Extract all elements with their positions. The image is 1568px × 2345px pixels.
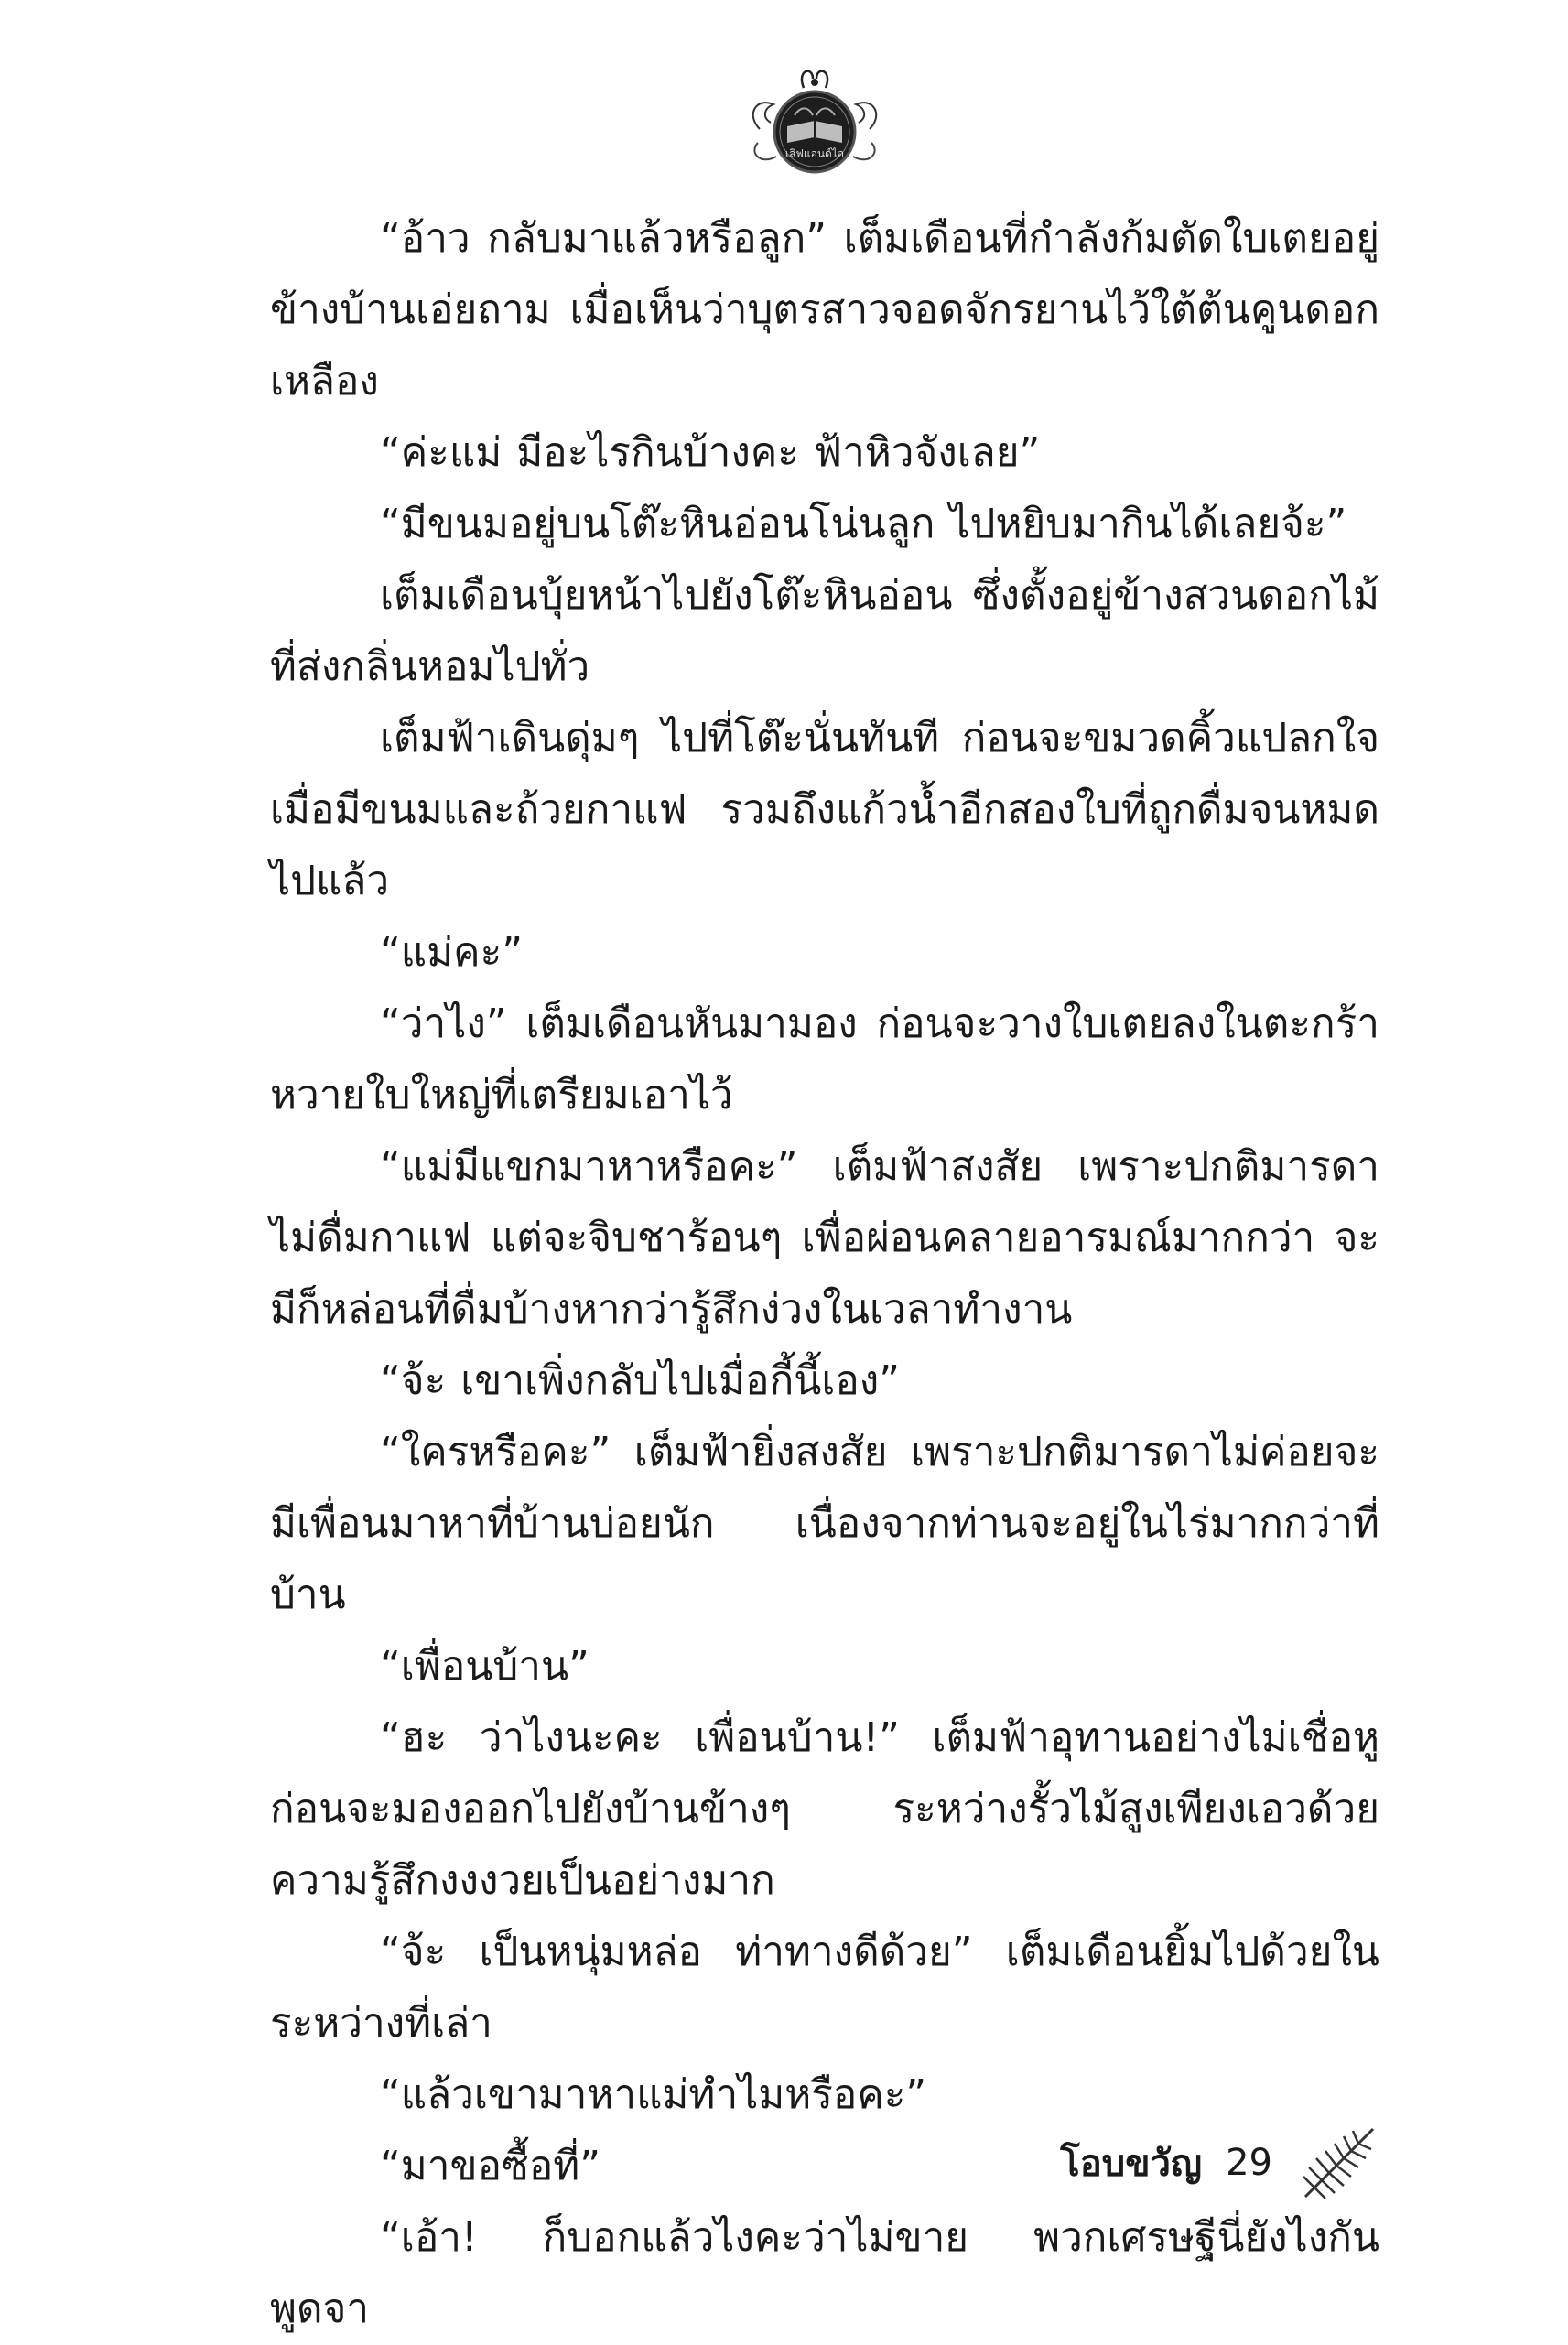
fern-leaf-icon	[1296, 2122, 1380, 2204]
story-body	[270, 203, 1379, 2345]
paragraph: “จ้ะ เขาเพิ่งกลับไปเมื่อกี้นี้เอง”	[380, 1357, 901, 1404]
paragraph: เต็มเดือนบุ้ยหน้าไปยังโต๊ะหินอ่อน ซึ่งตั้งอยู่ข้างสวนดอกไม้ที่ส่งกลิ่นหอมไปทั่ว	[270, 572, 1379, 690]
book-title: โอบขวัญ	[1060, 2143, 1203, 2185]
paragraph: “เพื่อนบ้าน”	[380, 1643, 589, 1690]
page-footer	[1060, 2122, 1380, 2204]
paragraph: “แม่มีแขกมาหาหรือคะ” เต็มฟ้าสงสัย เพราะปกติมารดาไม่ดื่มกาแฟ แต่จะจิบชาร้อนๆ เพื่อผ่อนคลายอารมณ์มากกว่า จะมีก็หล่อนที่ดื่มบ้างหากว่ารู้สึกง่วงในเวลาทำงาน	[270, 1143, 1379, 1333]
paragraph: “ใครหรือคะ” เต็มฟ้ายิ่งสงสัย เพราะปกติมารดาไม่ค่อยจะมีเพื่อนมาหาที่บ้านบ่อยนัก เนื่องจากท่านจะอยู่ในไร่มากกว่าที่บ้าน	[270, 1429, 1379, 1618]
page-number: 29	[1226, 2142, 1272, 2184]
ornamental-book-emblem-icon	[741, 60, 888, 179]
paragraph: “แม่คะ”	[380, 929, 524, 976]
paragraph: “มาขอซื้อที่”	[380, 2143, 601, 2189]
paragraph: “แล้วเขามาหาแม่ทำไมหรือคะ”	[380, 2071, 927, 2118]
paragraph: “เอ้า! ก็บอกแล้วไงคะว่าไม่ขาย พวกเศรษฐีนี่ยังไงกัน พูดจา	[270, 2214, 1379, 2332]
paragraph: “ค่ะแม่ มีอะไรกินบ้างคะ ฟ้าหิวจังเลย”	[380, 429, 1041, 476]
header-emblem	[741, 60, 888, 179]
logo-text: เลิฟแอนด์ไอ	[784, 147, 845, 160]
paragraph: “จ้ะ เป็นหนุ่มหล่อ ท่าทางดีด้วย” เต็มเดือนยิ้มไปด้วยในระหว่างที่เล่า	[270, 1929, 1379, 2047]
paragraph: “ว่าไง” เต็มเดือนหันมามอง ก่อนจะวางใบเตยลงในตะกร้าหวายใบใหญ่ที่เตรียมเอาไว้	[270, 1000, 1379, 1118]
paragraph: เต็มฟ้าเดินดุ่มๆ ไปที่โต๊ะนั่นทันที ก่อนจะขมวดคิ้วแปลกใจ เมื่อมีขนมและถ้วยกาแฟ รวมถึงแก้วน้ำอีกสองใบที่ถูกดื่มจนหมดไปแล้ว	[270, 715, 1379, 904]
paragraph: “มีขนมอยู่บนโต๊ะหินอ่อนโน่นลูก ไปหยิบมากินได้เลยจ้ะ”	[380, 501, 1347, 547]
paragraph: “อ้าว กลับมาแล้วหรือลูก” เต็มเดือนที่กำลังก้มตัดใบเตยอยู่ข้างบ้านเอ่ยถาม เมื่อเห็นว่าบุตรสาวจอดจักรยานไว้ใต้ต้นคูนดอกเหลือง	[270, 215, 1379, 405]
paragraph: “ฮะ ว่าไงนะคะ เพื่อนบ้าน!” เต็มฟ้าอุทานอย่างไม่เชื่อหู ก่อนจะมองออกไปยังบ้านข้างๆ ระหว่างรั้วไม้สูงเพียงเอวด้วยความรู้สึกงงงวยเป็นอย่างมาก	[270, 1714, 1379, 1904]
